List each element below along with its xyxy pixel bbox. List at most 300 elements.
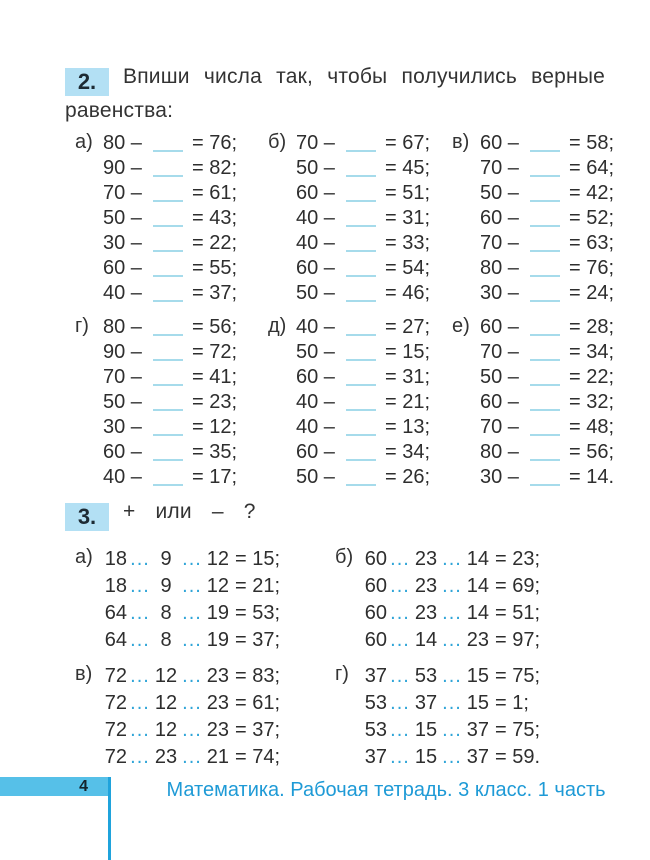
problem-group <box>268 131 468 306</box>
result-text: = 42; <box>569 182 615 204</box>
operator-placeholder[interactable]: ... <box>390 629 410 651</box>
minuend-text: 80 – <box>480 257 519 279</box>
answer-blank[interactable] <box>530 347 560 361</box>
answer-blank[interactable] <box>530 138 560 152</box>
minuend-text: 40 – <box>296 232 335 254</box>
equation-row <box>103 600 345 627</box>
result-text: = 23; <box>495 548 541 570</box>
operator-placeholder[interactable]: ... <box>390 548 410 570</box>
equation-row <box>363 744 605 771</box>
equation-row <box>103 546 345 573</box>
minuend-text: 80 – <box>103 132 142 154</box>
result-text: = 56; <box>192 316 238 338</box>
operand-text: 60 <box>364 629 387 651</box>
operand-text: 15 <box>414 719 438 741</box>
minuend-text: 60 – <box>296 441 335 463</box>
result-text: = 28; <box>569 316 615 338</box>
answer-blank[interactable] <box>153 422 183 436</box>
problem-group <box>268 315 468 490</box>
minuend-text: 30 – <box>103 416 142 438</box>
answer-blank[interactable] <box>346 472 376 486</box>
minuend-text: 60 – <box>296 257 335 279</box>
result-text: = 56; <box>569 441 615 463</box>
equation-list <box>103 663 345 771</box>
answer-blank[interactable] <box>530 322 560 336</box>
result-text: = 37; <box>235 719 281 741</box>
operand-text: 64 <box>104 602 127 624</box>
result-text: = 63; <box>569 232 615 254</box>
operator-placeholder[interactable]: ... <box>182 746 202 768</box>
footer-title: Математика. Рабочая тетрадь. 3 класс. 1 часть <box>166 779 606 801</box>
equation-list <box>480 131 650 306</box>
result-text: = 55; <box>192 257 238 279</box>
equation-row <box>103 181 275 206</box>
answer-blank[interactable] <box>346 447 376 461</box>
result-text: = 76; <box>569 257 615 279</box>
minuend-text: 90 – <box>103 157 142 179</box>
equation-list <box>363 546 605 654</box>
equation-row <box>363 546 605 573</box>
result-text: = 21; <box>385 391 431 413</box>
operator-placeholder[interactable]: ... <box>442 548 462 570</box>
operator-placeholder[interactable]: ... <box>130 692 150 714</box>
answer-blank[interactable] <box>346 188 376 202</box>
operand-text: 21 <box>206 746 229 768</box>
group-label: д) <box>268 315 287 337</box>
minuend-text: 60 – <box>103 257 142 279</box>
answer-blank[interactable] <box>530 397 560 411</box>
operand-text: 23 <box>414 575 438 597</box>
operator-placeholder[interactable]: ... <box>390 602 410 624</box>
result-text: = 35; <box>192 441 238 463</box>
operand-text: 23 <box>466 629 489 651</box>
equation-row <box>103 281 275 306</box>
answer-blank[interactable] <box>153 138 183 152</box>
result-text: = 41; <box>192 366 238 388</box>
page-number: 4 <box>79 778 88 795</box>
minuend-text: 80 – <box>480 441 519 463</box>
exercise-prompt: Впиши числа так, чтобы получились верные равенства: <box>65 65 605 122</box>
minuend-text: 60 – <box>103 441 142 463</box>
group-label: е) <box>452 315 470 337</box>
equation-row <box>103 690 345 717</box>
operator-placeholder[interactable]: ... <box>390 746 410 768</box>
equation-row <box>103 315 275 340</box>
answer-blank[interactable] <box>153 447 183 461</box>
group-label: в) <box>75 663 93 685</box>
answer-blank[interactable] <box>346 372 376 386</box>
operand-text: 23 <box>206 719 229 741</box>
minuend-text: 50 – <box>296 341 335 363</box>
operand-text: 72 <box>104 692 127 714</box>
result-text: = 45; <box>385 157 431 179</box>
operator-placeholder[interactable]: ... <box>130 575 150 597</box>
operator-placeholder[interactable]: ... <box>442 629 462 651</box>
equation-row <box>103 627 345 654</box>
minuend-text: 60 – <box>296 182 335 204</box>
result-text: = 14. <box>569 466 615 488</box>
operator-placeholder[interactable]: ... <box>390 719 410 741</box>
answer-blank[interactable] <box>530 288 560 302</box>
answer-blank[interactable] <box>530 213 560 227</box>
equation-row <box>480 365 650 390</box>
operand-text: 15 <box>466 692 489 714</box>
equation-row <box>480 281 650 306</box>
answer-blank[interactable] <box>153 472 183 486</box>
operator-placeholder[interactable]: ... <box>182 665 202 687</box>
operand-text: 14 <box>466 548 489 570</box>
operand-text: 12 <box>206 575 229 597</box>
result-text: = 76; <box>192 132 238 154</box>
result-text: = 75; <box>495 719 541 741</box>
result-text: = 22; <box>192 232 238 254</box>
operand-text: 64 <box>104 629 127 651</box>
operator-placeholder[interactable]: ... <box>442 719 462 741</box>
result-text: = 61; <box>192 182 238 204</box>
result-text: = 75; <box>495 665 541 687</box>
equation-row <box>296 415 468 440</box>
operand-text: 14 <box>466 602 489 624</box>
result-text: = 74; <box>235 746 281 768</box>
operator-placeholder[interactable]: ... <box>442 692 462 714</box>
result-text: = 15; <box>235 548 281 570</box>
equation-row <box>480 231 650 256</box>
equation-row <box>363 600 605 627</box>
operator-placeholder[interactable]: ... <box>130 602 150 624</box>
answer-blank[interactable] <box>346 347 376 361</box>
equation-row <box>103 440 275 465</box>
equation-row <box>296 365 468 390</box>
group-label: г) <box>75 315 89 337</box>
answer-blank[interactable] <box>153 188 183 202</box>
operand-text: 23 <box>154 746 178 768</box>
operand-text: 37 <box>414 692 438 714</box>
equation-row <box>103 131 275 156</box>
minuend-text: 50 – <box>296 466 335 488</box>
result-text: = 51; <box>495 602 541 624</box>
minuend-text: 40 – <box>296 207 335 229</box>
minuend-text: 70 – <box>480 232 519 254</box>
equation-row <box>103 663 345 690</box>
operand-text: 60 <box>364 575 387 597</box>
minuend-text: 60 – <box>480 391 519 413</box>
equation-row <box>296 340 468 365</box>
operand-text: 23 <box>414 602 438 624</box>
problem-group <box>75 546 345 654</box>
equation-row <box>480 390 650 415</box>
result-text: = 26; <box>385 466 431 488</box>
operator-placeholder[interactable]: ... <box>442 602 462 624</box>
equation-row <box>103 717 345 744</box>
minuend-text: 40 – <box>103 282 142 304</box>
operand-text: 37 <box>466 746 489 768</box>
equation-row <box>296 156 468 181</box>
operand-text: 12 <box>154 665 178 687</box>
answer-blank[interactable] <box>346 288 376 302</box>
operand-text: 23 <box>206 665 229 687</box>
equation-row <box>480 465 650 490</box>
minuend-text: 70 – <box>103 182 142 204</box>
answer-blank[interactable] <box>346 397 376 411</box>
answer-blank[interactable] <box>153 263 183 277</box>
operator-placeholder[interactable]: ... <box>442 746 462 768</box>
answer-blank[interactable] <box>346 213 376 227</box>
minuend-text: 70 – <box>480 341 519 363</box>
equation-row <box>103 365 275 390</box>
answer-blank[interactable] <box>530 422 560 436</box>
answer-blank[interactable] <box>530 238 560 252</box>
equation-row <box>363 663 605 690</box>
minuend-text: 40 – <box>296 316 335 338</box>
equation-row <box>480 440 650 465</box>
answer-blank[interactable] <box>530 472 560 486</box>
result-text: = 21; <box>235 575 281 597</box>
footer-divider-line <box>108 777 111 860</box>
result-text: = 13; <box>385 416 431 438</box>
minuend-text: 50 – <box>480 366 519 388</box>
result-text: = 24; <box>569 282 615 304</box>
result-text: = 22; <box>569 366 615 388</box>
equation-row <box>480 156 650 181</box>
answer-blank[interactable] <box>153 397 183 411</box>
result-text: = 43; <box>192 207 238 229</box>
answer-blank[interactable] <box>346 163 376 177</box>
minuend-text: 30 – <box>480 282 519 304</box>
operator-placeholder[interactable]: ... <box>182 719 202 741</box>
equation-list <box>363 663 605 771</box>
equation-row <box>296 256 468 281</box>
result-text: = 37; <box>192 282 238 304</box>
minuend-text: 50 – <box>296 282 335 304</box>
equation-list <box>103 546 345 654</box>
operator-placeholder[interactable]: ... <box>130 746 150 768</box>
result-text: = 34; <box>569 341 615 363</box>
operand-text: 19 <box>206 629 229 651</box>
result-text: = 46; <box>385 282 431 304</box>
operand-text: 15 <box>414 746 438 768</box>
operator-placeholder[interactable]: ... <box>130 629 150 651</box>
operator-placeholder[interactable]: ... <box>442 575 462 597</box>
operator-placeholder[interactable]: ... <box>130 665 150 687</box>
minuend-text: 50 – <box>103 207 142 229</box>
equation-row <box>480 131 650 156</box>
minuend-text: 70 – <box>480 416 519 438</box>
result-text: = 12; <box>192 416 238 438</box>
equation-row <box>480 315 650 340</box>
operand-text: 72 <box>104 719 127 741</box>
result-text: = 82; <box>192 157 238 179</box>
answer-blank[interactable] <box>530 263 560 277</box>
equation-row <box>296 465 468 490</box>
exercise-prompt: + или – ? <box>123 500 256 523</box>
result-text: = 33; <box>385 232 431 254</box>
equation-row <box>296 440 468 465</box>
operand-text: 19 <box>206 602 229 624</box>
equation-row <box>103 573 345 600</box>
minuend-text: 60 – <box>480 207 519 229</box>
equation-row <box>103 390 275 415</box>
equation-list <box>103 315 275 490</box>
operator-placeholder[interactable]: ... <box>182 575 202 597</box>
operand-text: 53 <box>414 665 438 687</box>
result-text: = 31; <box>385 366 431 388</box>
operator-placeholder[interactable]: ... <box>442 665 462 687</box>
group-label: б) <box>268 131 287 153</box>
answer-blank[interactable] <box>153 288 183 302</box>
minuend-text: 40 – <box>103 466 142 488</box>
operator-placeholder[interactable]: ... <box>130 548 150 570</box>
equation-row <box>296 390 468 415</box>
operand-text: 15 <box>466 665 489 687</box>
operator-placeholder[interactable]: ... <box>390 692 410 714</box>
equation-row <box>103 156 275 181</box>
result-text: = 17; <box>192 466 238 488</box>
answer-blank[interactable] <box>153 372 183 386</box>
answer-blank[interactable] <box>153 322 183 336</box>
equation-row <box>296 131 468 156</box>
operand-text: 14 <box>466 575 489 597</box>
operand-text: 18 <box>104 575 127 597</box>
operator-placeholder[interactable]: ... <box>182 692 202 714</box>
operand-text: 23 <box>414 548 438 570</box>
equation-row <box>103 256 275 281</box>
answer-blank[interactable] <box>346 238 376 252</box>
problem-group <box>335 546 605 654</box>
operator-placeholder[interactable]: ... <box>182 602 202 624</box>
result-text: = 72; <box>192 341 238 363</box>
answer-blank[interactable] <box>346 138 376 152</box>
operand-text: 8 <box>160 602 172 624</box>
operator-placeholder[interactable]: ... <box>182 629 202 651</box>
minuend-text: 40 – <box>296 416 335 438</box>
minuend-text: 30 – <box>103 232 142 254</box>
page-number-bar <box>0 777 110 796</box>
result-text: = 64; <box>569 157 615 179</box>
equation-row <box>296 315 468 340</box>
result-text: = 27; <box>385 316 431 338</box>
equation-row <box>103 206 275 231</box>
result-text: = 1; <box>495 692 529 714</box>
problem-group <box>75 663 345 771</box>
operator-placeholder[interactable]: ... <box>130 719 150 741</box>
equation-row <box>296 231 468 256</box>
result-text: = 61; <box>235 692 281 714</box>
answer-blank[interactable] <box>153 163 183 177</box>
result-text: = 67; <box>385 132 431 154</box>
answer-blank[interactable] <box>530 372 560 386</box>
equation-row <box>363 690 605 717</box>
result-text: = 83; <box>235 665 281 687</box>
operand-text: 12 <box>154 692 178 714</box>
minuend-text: 80 – <box>103 316 142 338</box>
group-label: б) <box>335 546 354 568</box>
minuend-text: 60 – <box>480 132 519 154</box>
answer-blank[interactable] <box>346 263 376 277</box>
operand-text: 12 <box>154 719 178 741</box>
result-text: = 34; <box>385 441 431 463</box>
answer-blank[interactable] <box>530 188 560 202</box>
answer-blank[interactable] <box>153 347 183 361</box>
minuend-text: 40 – <box>296 391 335 413</box>
exercise-number-badge: 3. <box>65 503 109 531</box>
group-label: в) <box>452 131 470 153</box>
equation-row <box>103 340 275 365</box>
equation-list <box>296 315 468 490</box>
result-text: = 15; <box>385 341 431 363</box>
equation-row <box>103 744 345 771</box>
operand-text: 37 <box>466 719 489 741</box>
minuend-text: 70 – <box>296 132 335 154</box>
answer-blank[interactable] <box>530 163 560 177</box>
group-label: а) <box>75 131 93 153</box>
result-text: = 48; <box>569 416 615 438</box>
equation-row <box>480 256 650 281</box>
minuend-text: 60 – <box>480 316 519 338</box>
group-label: г) <box>335 663 349 685</box>
operand-text: 72 <box>104 665 127 687</box>
operand-text: 37 <box>364 746 387 768</box>
answer-blank[interactable] <box>346 422 376 436</box>
exercise-2-header <box>65 62 605 125</box>
problem-group <box>75 315 275 490</box>
equation-row <box>480 340 650 365</box>
equation-row <box>103 415 275 440</box>
equation-row <box>296 181 468 206</box>
group-label: а) <box>75 546 93 568</box>
exercise-number-badge: 2. <box>65 68 109 96</box>
equation-row <box>363 717 605 744</box>
operand-text: 60 <box>364 548 387 570</box>
answer-blank[interactable] <box>153 213 183 227</box>
operand-text: 9 <box>160 548 172 570</box>
operator-placeholder[interactable]: ... <box>390 665 410 687</box>
exercise-3-header <box>65 497 605 531</box>
problem-group <box>452 315 650 490</box>
operator-placeholder[interactable]: ... <box>390 575 410 597</box>
problem-group <box>335 663 605 771</box>
result-text: = 69; <box>495 575 541 597</box>
operand-text: 14 <box>414 629 438 651</box>
operand-text: 72 <box>104 746 127 768</box>
operand-text: 60 <box>364 602 387 624</box>
operand-text: 53 <box>364 719 387 741</box>
minuend-text: 60 – <box>296 366 335 388</box>
minuend-text: 50 – <box>296 157 335 179</box>
minuend-text: 70 – <box>103 366 142 388</box>
answer-blank[interactable] <box>153 238 183 252</box>
operand-text: 53 <box>364 692 387 714</box>
result-text: = 23; <box>192 391 238 413</box>
result-text: = 54; <box>385 257 431 279</box>
result-text: = 32; <box>569 391 615 413</box>
equation-row <box>480 415 650 440</box>
problem-group <box>452 131 650 306</box>
operator-placeholder[interactable]: ... <box>182 548 202 570</box>
minuend-text: 50 – <box>480 182 519 204</box>
problem-group <box>75 131 275 306</box>
result-text: = 59. <box>495 746 541 768</box>
operand-text: 23 <box>206 692 229 714</box>
result-text: = 52; <box>569 207 615 229</box>
answer-blank[interactable] <box>530 447 560 461</box>
answer-blank[interactable] <box>346 322 376 336</box>
minuend-text: 50 – <box>103 391 142 413</box>
operand-text: 18 <box>104 548 127 570</box>
equation-row <box>480 206 650 231</box>
equation-list <box>103 131 275 306</box>
operand-text: 8 <box>160 629 172 651</box>
equation-row <box>296 281 468 306</box>
